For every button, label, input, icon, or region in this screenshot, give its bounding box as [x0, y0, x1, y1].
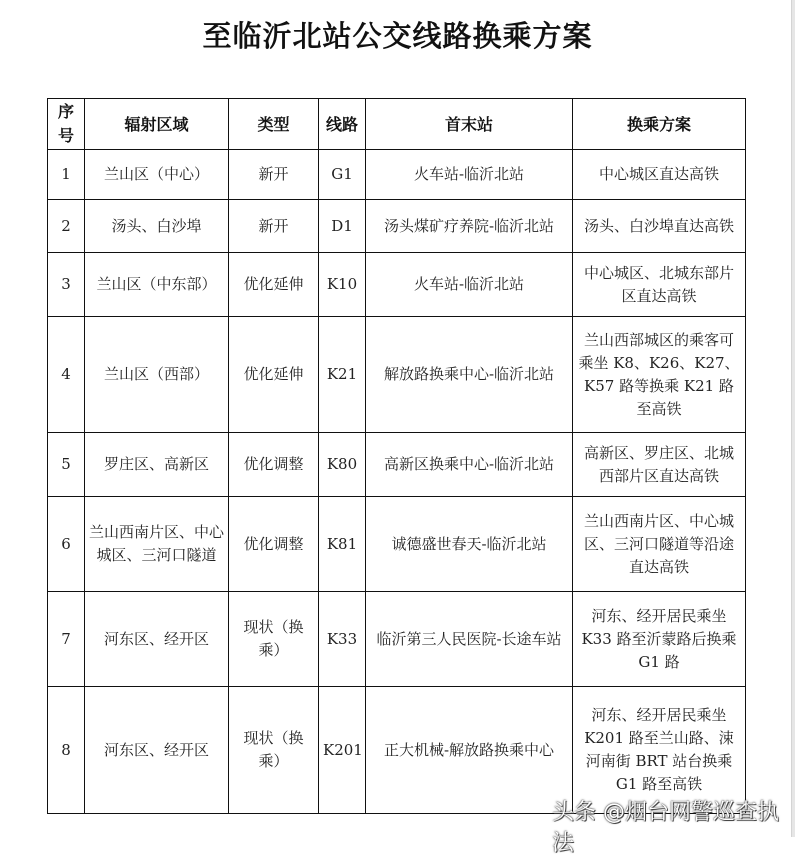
cell-stops: 高新区换乘中心-临沂北站	[366, 433, 573, 497]
cell-num: 3	[48, 253, 85, 317]
cell-stops: 正大机械-解放路换乘中心	[366, 687, 573, 814]
cell-type: 优化调整	[229, 497, 319, 592]
cell-type: 现状（换乘）	[229, 592, 319, 687]
cell-num: 2	[48, 200, 85, 253]
cell-line: K201	[319, 687, 366, 814]
transfer-plan-table	[47, 98, 746, 814]
cell-line: K21	[319, 317, 366, 433]
header-num: 序号	[48, 99, 85, 150]
cell-plan: 中心城区、北城东部片区直达高铁	[573, 253, 746, 317]
cell-area: 兰山区（中心）	[85, 150, 229, 200]
cell-area: 兰山区（中东部）	[85, 253, 229, 317]
cell-stops: 汤头煤矿疗养院-临沂北站	[366, 200, 573, 253]
cell-area: 兰山区（西部）	[85, 317, 229, 433]
cell-num: 6	[48, 497, 85, 592]
cell-line: K33	[319, 592, 366, 687]
table-row	[48, 592, 746, 687]
cell-area: 罗庄区、高新区	[85, 433, 229, 497]
cell-plan: 河东、经开居民乘坐 K33 路至沂蒙路后换乘 G1 路	[573, 592, 746, 687]
cell-num: 5	[48, 433, 85, 497]
page-title: 至临沂北站公交线路换乘方案	[202, 19, 593, 53]
header-plan: 换乘方案	[573, 99, 746, 150]
cell-plan: 中心城区直达高铁	[573, 150, 746, 200]
cell-type: 现状（换乘）	[229, 687, 319, 814]
cell-type: 新开	[229, 150, 319, 200]
cell-num: 1	[48, 150, 85, 200]
cell-line: D1	[319, 200, 366, 253]
cell-plan: 高新区、罗庄区、北城西部片区直达高铁	[573, 433, 746, 497]
cell-area: 河东区、经开区	[85, 687, 229, 814]
table-row	[48, 433, 746, 497]
cell-type: 新开	[229, 200, 319, 253]
cell-plan: 汤头、白沙埠直达高铁	[573, 200, 746, 253]
cell-plan: 兰山西部城区的乘客可乘坐 K8、K26、K27、K57 路等换乘 K21 路至高铁	[573, 317, 746, 433]
header-line: 线路	[319, 99, 366, 150]
cell-plan: 兰山西南片区、中心城区、三河口隧道等沿途直达高铁	[573, 497, 746, 592]
cell-type: 优化延伸	[229, 317, 319, 433]
cell-num: 8	[48, 687, 85, 814]
cell-num: 4	[48, 317, 85, 433]
cell-stops: 临沂第三人民医院-长途车站	[366, 592, 573, 687]
cell-line: G1	[319, 150, 366, 200]
cell-line: K81	[319, 497, 366, 592]
cell-num: 7	[48, 592, 85, 687]
cell-line: K80	[319, 433, 366, 497]
cell-type: 优化延伸	[229, 253, 319, 317]
table-row	[48, 150, 746, 200]
cell-line: K10	[319, 253, 366, 317]
header-stops: 首末站	[366, 99, 573, 150]
cell-stops: 诚德盛世春天-临沂北站	[366, 497, 573, 592]
header-area: 辐射区域	[85, 99, 229, 150]
cell-area: 兰山西南片区、中心城区、三河口隧道	[85, 497, 229, 592]
table-row	[48, 200, 746, 253]
cell-area: 汤头、白沙埠	[85, 200, 229, 253]
cell-stops: 火车站-临沂北站	[366, 253, 573, 317]
table-row	[48, 497, 746, 592]
cell-type: 优化调整	[229, 433, 319, 497]
cell-stops: 解放路换乘中心-临沂北站	[366, 317, 573, 433]
table-row	[48, 317, 746, 433]
page-edge	[791, 0, 795, 837]
cell-area: 河东区、经开区	[85, 592, 229, 687]
cell-stops: 火车站-临沂北站	[366, 150, 573, 200]
cell-plan: 河东、经开居民乘坐 K201 路至兰山路、涑河南街 BRT 站台换乘 G1 路至高铁	[573, 687, 746, 814]
table-header-row	[48, 99, 746, 150]
header-type: 类型	[229, 99, 319, 150]
table-row	[48, 253, 746, 317]
watermark: 头条 @烟台网警巡查执法	[552, 800, 779, 856]
